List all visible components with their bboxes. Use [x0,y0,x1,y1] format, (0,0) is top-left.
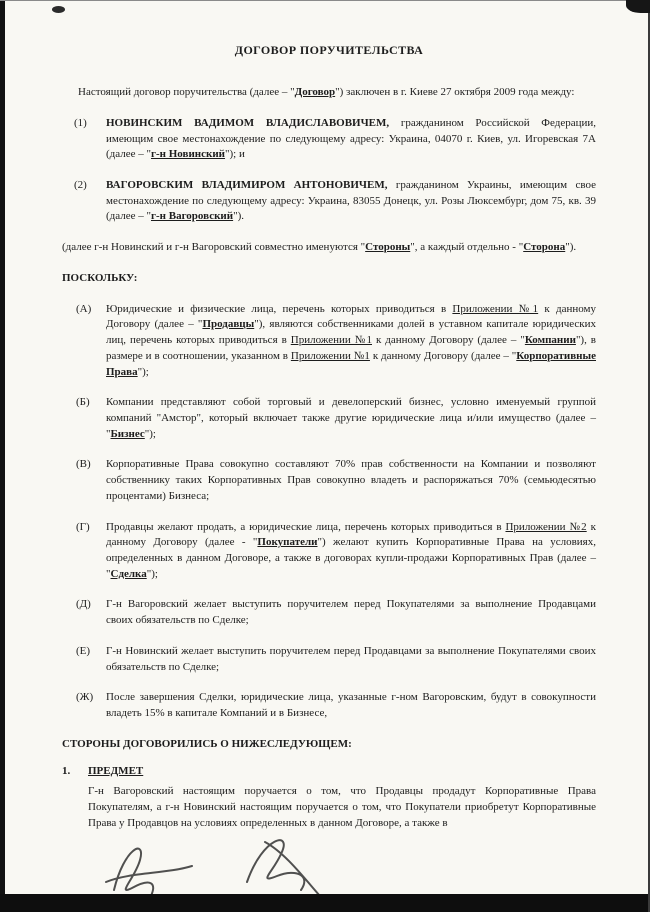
party-item-2 [74,178,596,225]
section-1-number: 1. [62,765,71,778]
section-1-title: ПРЕДМЕТ [88,765,144,778]
recital-v-text: Корпоративные Права совокупно составляют 70% прав собственности на Компании и позволяют собственнику таких Корпоративных Прав совокупно владеть и распоряжаться 70% (семьюдесятью процентами) Бизнеса; [106,458,596,502]
recital-zh-text: После завершения Сделки, юридические лица, указанные г-ном Вагоровским, будут в совокупности владеть 15% в капитале Компаний и в Бизнесе, [106,691,596,719]
scan-speck-top-right [626,0,650,13]
recital-item-g [76,520,596,583]
parties-note: (далее г-н Новинский и г-н Вагоровский совместно именуются "Стороны", а каждый отдельно - "Сторона"). [62,241,577,254]
recital-item-e [76,644,596,675]
recital-a-text: Юридические и физические лица, перечень которых приводиться в Приложении №1 к данному Договору (далее – "Продавцы"), являются собственниками долей в уставном капитале юридических лиц, перечень которых приводиться в Приложении №1 к данному Договору (далее – "Компании"), в размере и в соотношении, указанном в Приложении №1 к данному Договору (далее – "Корпоративные Права"); [106,302,597,378]
document-content [62,42,596,846]
party-1-number: (1) [74,116,87,129]
recital-b-text: Компании представляют собой торговый и девелоперский бизнес, условно именуемый группой компаний "Амстор", который включает также другие юридические лица и/или имущество (далее – "Бизнес"); [106,396,596,440]
document-title: ДОГОВОР ПОРУЧИТЕЛЬСТВА [234,43,424,57]
recital-v-number: (В) [76,458,91,471]
section-1-body: Г-н Вагоровский настоящим поручается о том, что Продавцы продадут Корпоративные Права Покупателям, а г-н Новинский настоящим поручается о том, что Покупатели приобретут Корпоративные Права у Продавцов на условиях определенных в данном Договоре, а также в [88,785,596,829]
scan-speck-top-left [52,6,65,13]
recital-item-b [76,395,596,442]
party-item-1 [74,116,596,163]
recital-d-number: (Д) [76,598,91,611]
recital-g-number: (Г) [76,520,90,533]
party-1-text: НОВИНСКИМ ВАДИМОМ ВЛАДИСЛАВОВИЧЕМ, гражданином Российской Федерации, имеющим свое местонахождение по следующему адресу: Украина, 04070 г. Киев, ул. Игоревская 7А (далее – "г-н Новинский"); и [106,116,597,161]
recital-item-zh [76,690,596,721]
recital-item-v [76,457,596,504]
recital-e-text: Г-н Новинский желает выступить поручителем перед Продавцами за выполнение Покупателями своих обязательств по Сделке; [106,644,596,673]
whereas-heading: ПОСКОЛЬКУ: [62,271,138,284]
recital-g-text: Продавцы желают продать, а юридические лица, перечень которых приводиться в Приложении №2 к данному Договору (далее - "Покупатели") желают купить Корпоративные Права на условиях, определенных в данном Договоре, а также в договорах купли-продажи Корпоративных Прав (далее – "Сделка"); [106,520,596,580]
scan-edge-left [0,0,5,912]
recital-d-text: Г-н Вагоровский желает выступить поручителем перед Покупателями за выполнение Продавцами своих обязательств по Сделке; [106,598,596,627]
recital-zh-number: (Ж) [76,691,94,704]
scan-edge-bottom [0,894,650,912]
agreement-heading: СТОРОНЫ ДОГОВОРИЛИСЬ О НИЖЕСЛЕДУЮЩЕМ: [62,737,352,750]
recital-a-number: (А) [76,302,92,315]
party-2-number: (2) [74,179,87,192]
recital-b-number: (Б) [76,396,90,409]
recital-item-a [76,302,596,381]
section-1-heading [62,764,596,780]
recital-e-number: (Е) [76,644,91,657]
intro-paragraph: Настоящий договор поручительства (далее – "Договор") заключен в г. Киеве 27 октября 2009 года между: [78,86,575,99]
party-2-text: ВАГОРОВСКИМ ВЛАДИМИРОМ АНТОНОВИЧЕМ, гражданином Украины, имеющим свое местонахождение по следующему адресу: Украина, 83055 Донецк, ул. Розы Люксембург, дом 75, кв. 39 (далее – "г-н Вагоровский"). [106,179,596,223]
scan-edge-top [0,0,650,1]
recital-item-d [76,597,596,628]
